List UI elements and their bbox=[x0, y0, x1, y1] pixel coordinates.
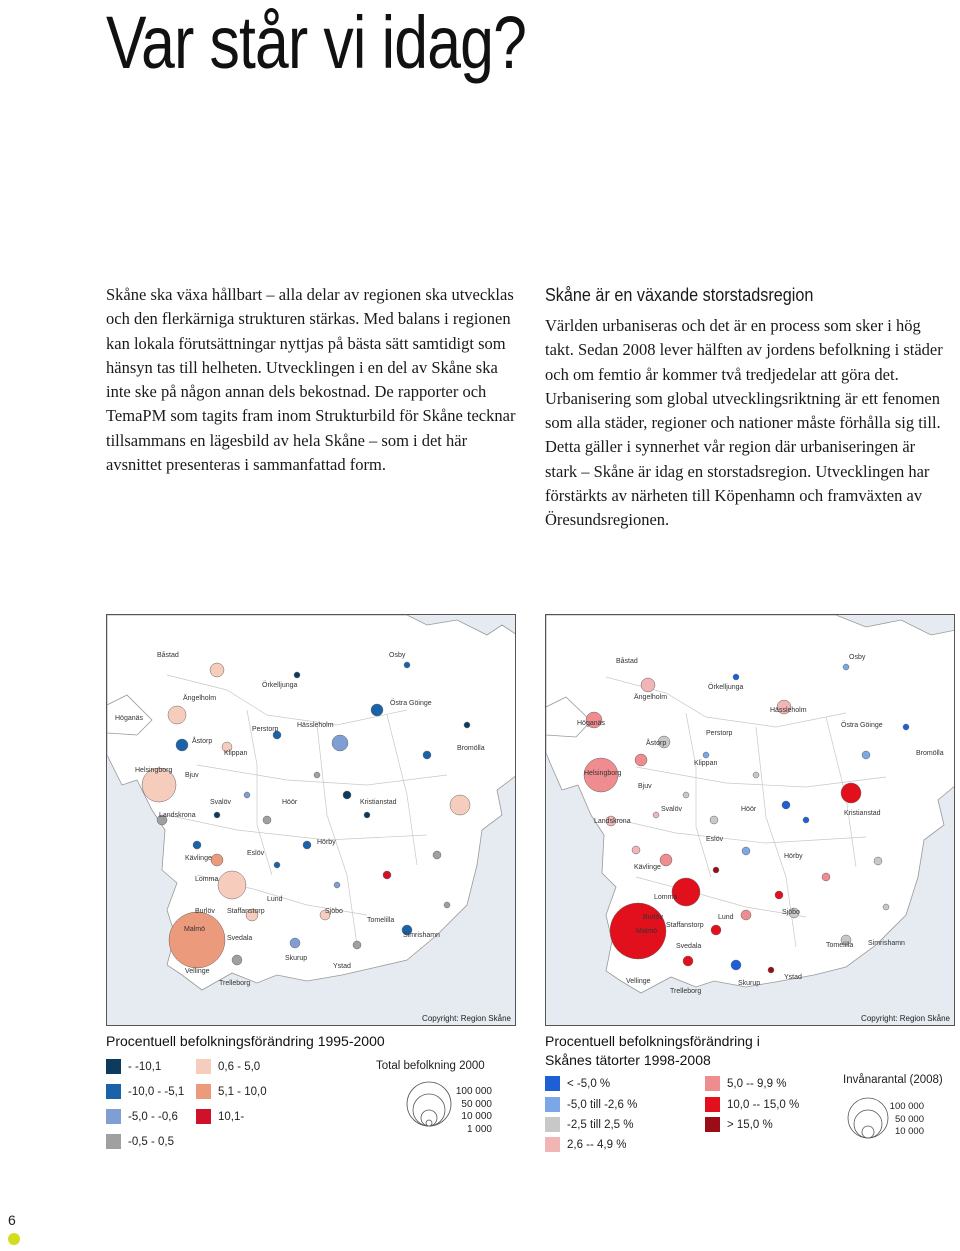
place-label: Båstad bbox=[157, 652, 179, 659]
legend-right-item: < -5,0 % bbox=[545, 1076, 610, 1091]
legend-right-item: 10,0 -- 15,0 % bbox=[705, 1097, 799, 1112]
swatch bbox=[106, 1084, 121, 1099]
legend-left-item: 0,6 - 5,0 bbox=[196, 1059, 260, 1074]
swatch bbox=[106, 1059, 121, 1074]
place-label: Sjöbo bbox=[782, 909, 800, 916]
legend-left-item: 5,1 - 10,0 bbox=[196, 1084, 267, 1099]
section-body: Världen urbaniseras och det är en process som sker i hög takt. Sedan 2008 lever hälften av jordens befolkning i städer och om femtio år kommer två tredjedelar att göra det. Urbanisering som global utvecklingsriktning är ett fenomen som alla städer, regioner och nationer måste förhålla sig till. Detta gäller i synnerhet vår region där urbaniseringen är stark – Skåne är idag en storstadsregion. Utvecklingen har förstärkts av närheten till Köpenhamn och framväxten av Öresundsregionen. bbox=[545, 316, 943, 530]
intro-paragraph: Skåne ska växa hållbart – alla delar av regionen ska utvecklas och den flerkärniga strukturen stärkas. Med balans i regionen kan lokala förutsättningar nyttjas på bästa sätt samtidigt som hänsyn tas till helheten. Utvecklingen i en del av Skåne ska inte ske på någon annan dels bekostnad. De rapporter och TemaPM som tagits fram inom Strukturbild för Skåne tecknar tillsammans en lägesbild av hela Skåne – som i det här avsnittet presenteras i sammanfattad form. bbox=[106, 285, 516, 475]
swatch bbox=[196, 1084, 211, 1099]
place-label: Trelleborg bbox=[219, 980, 251, 987]
legend-right-item: -2,5 till 2,5 % bbox=[545, 1117, 633, 1132]
place-label: Klippan bbox=[694, 760, 718, 767]
legend-right-item: > 15,0 % bbox=[705, 1117, 773, 1132]
place-label: Vellinge bbox=[626, 978, 651, 985]
map-left-svg bbox=[107, 615, 516, 1026]
place-label: Östra Göinge bbox=[841, 722, 883, 729]
place-label: Lomma bbox=[195, 876, 219, 883]
swatch bbox=[106, 1134, 121, 1149]
place-label: Lund bbox=[267, 896, 283, 903]
place-label: Simrishamn bbox=[403, 932, 440, 939]
place-label: Perstorp bbox=[706, 730, 733, 737]
swatch bbox=[705, 1097, 720, 1112]
place-label: Örkelljunga bbox=[708, 684, 744, 691]
legend-right-size-title: Invånarantal (2008) bbox=[843, 1074, 943, 1086]
place-label: Sjöbo bbox=[325, 908, 343, 915]
place-label: Eslöv bbox=[247, 850, 265, 857]
legend-right-title-1: Procentuell befolkningsförändring i bbox=[545, 1033, 760, 1049]
map-right-svg bbox=[546, 615, 955, 1026]
place-label: Östra Göinge bbox=[390, 700, 432, 707]
place-label: Örkelljunga bbox=[262, 682, 298, 689]
place-label: Hörby bbox=[317, 839, 336, 846]
place-label: Båstad bbox=[616, 658, 638, 665]
place-label: Svedala bbox=[676, 943, 702, 950]
place-label: Osby bbox=[389, 652, 406, 659]
place-label: Vellinge bbox=[185, 968, 210, 975]
place-label: Malmö bbox=[184, 926, 206, 933]
place-label: Hörby bbox=[784, 853, 803, 860]
place-label: Helsingborg bbox=[135, 767, 173, 774]
swatch bbox=[545, 1097, 560, 1112]
place-label: Höganäs bbox=[115, 715, 144, 722]
legend-left-item: -5,0 - -0,6 bbox=[106, 1109, 178, 1124]
place-label: Bjuv bbox=[638, 783, 652, 790]
place-label: Trelleborg bbox=[670, 988, 702, 995]
legend-right-item: 5,0 -- 9,9 % bbox=[705, 1076, 786, 1091]
place-label: Tomelilla bbox=[367, 917, 395, 924]
place-label: Svalöv bbox=[210, 799, 232, 806]
legend-right-item: -5,0 till -2,6 % bbox=[545, 1097, 637, 1112]
place-label: Höör bbox=[282, 799, 298, 806]
legend-left-item: - -10,1 bbox=[106, 1059, 161, 1074]
place-label: Kävlinge bbox=[634, 864, 661, 871]
place-label: Staffanstorp bbox=[227, 908, 265, 915]
legend-left-item: -0,5 - 0,5 bbox=[106, 1134, 174, 1149]
swatch bbox=[196, 1059, 211, 1074]
legend-left-item: -10,0 - -5,1 bbox=[106, 1084, 184, 1099]
place-label: Ängelholm bbox=[183, 695, 217, 702]
place-label: Ystad bbox=[784, 974, 802, 981]
place-label: Staffanstorp bbox=[666, 922, 704, 929]
place-label: Landskrona bbox=[594, 818, 631, 825]
land-area bbox=[546, 615, 955, 993]
place-label: Hässleholm bbox=[770, 707, 807, 714]
place-label: Hässleholm bbox=[297, 722, 334, 729]
population-map-1998-2008 bbox=[545, 614, 955, 1026]
place-label: Bromölla bbox=[457, 745, 485, 752]
place-label: Svedala bbox=[227, 935, 253, 942]
page-number: 6 bbox=[8, 1212, 16, 1228]
place-label: Osby bbox=[849, 654, 866, 661]
legend-left-sizes: 100 000 50 000 10 000 1 000 bbox=[455, 1086, 492, 1135]
place-label: Bromölla bbox=[916, 750, 944, 757]
section-heading: Skåne är en växande storstadsregion bbox=[545, 285, 814, 305]
place-label: Burlöv bbox=[643, 914, 663, 921]
swatch bbox=[196, 1109, 211, 1124]
place-label: Burlöv bbox=[195, 908, 215, 915]
place-label: Höör bbox=[741, 806, 757, 813]
page-title: Var står vi idag? bbox=[106, 1, 527, 84]
place-label: Malmö bbox=[636, 928, 658, 935]
place-label: Kristianstad bbox=[844, 810, 881, 817]
place-label: Landskrona bbox=[159, 812, 196, 819]
place-label: Skurup bbox=[285, 955, 308, 962]
population-map-1995-2000 bbox=[106, 614, 516, 1026]
legend-left-size-title: Total befolkning 2000 bbox=[376, 1060, 485, 1072]
place-label: Åstorp bbox=[192, 738, 213, 745]
place-label: Simrishamn bbox=[868, 940, 905, 947]
place-label: Ängelholm bbox=[634, 694, 668, 701]
legend-right-item: 2,6 -- 4,9 % bbox=[545, 1137, 626, 1152]
copyright-right: Copyright: Region Skåne bbox=[861, 1014, 950, 1023]
swatch bbox=[545, 1117, 560, 1132]
place-label: Kävlinge bbox=[185, 855, 212, 862]
legend-right-sizes: 100 000 50 000 10 000 bbox=[889, 1101, 924, 1137]
place-label: Lomma bbox=[654, 894, 678, 901]
swatch bbox=[705, 1076, 720, 1091]
swatch bbox=[106, 1109, 121, 1124]
place-label: Tomelilla bbox=[826, 942, 854, 949]
page-marker-dot bbox=[8, 1233, 20, 1245]
place-label: Perstorp bbox=[252, 726, 279, 733]
copyright-left: Copyright: Region Skåne bbox=[422, 1014, 511, 1023]
place-label: Lund bbox=[718, 914, 734, 921]
legend-right-title-2: Skånes tätorter 1998-2008 bbox=[545, 1052, 711, 1068]
place-label: Skurup bbox=[738, 980, 761, 987]
place-label: Ystad bbox=[333, 963, 351, 970]
place-label: Kristianstad bbox=[360, 799, 397, 806]
legend-left-title: Procentuell befolkningsförändring 1995-2000 bbox=[106, 1033, 385, 1049]
swatch bbox=[545, 1137, 560, 1152]
place-label: Svalöv bbox=[661, 806, 683, 813]
swatch bbox=[545, 1076, 560, 1091]
place-label: Höganäs bbox=[577, 720, 606, 727]
place-label: Helsingborg bbox=[584, 770, 622, 777]
place-label: Eslöv bbox=[706, 836, 724, 843]
legend-left-item: 10,1- bbox=[196, 1109, 244, 1124]
swatch bbox=[705, 1117, 720, 1132]
place-label: Bjuv bbox=[185, 772, 199, 779]
place-label: Klippan bbox=[224, 750, 248, 757]
section-right bbox=[545, 285, 945, 533]
place-label: Åstorp bbox=[646, 740, 667, 747]
